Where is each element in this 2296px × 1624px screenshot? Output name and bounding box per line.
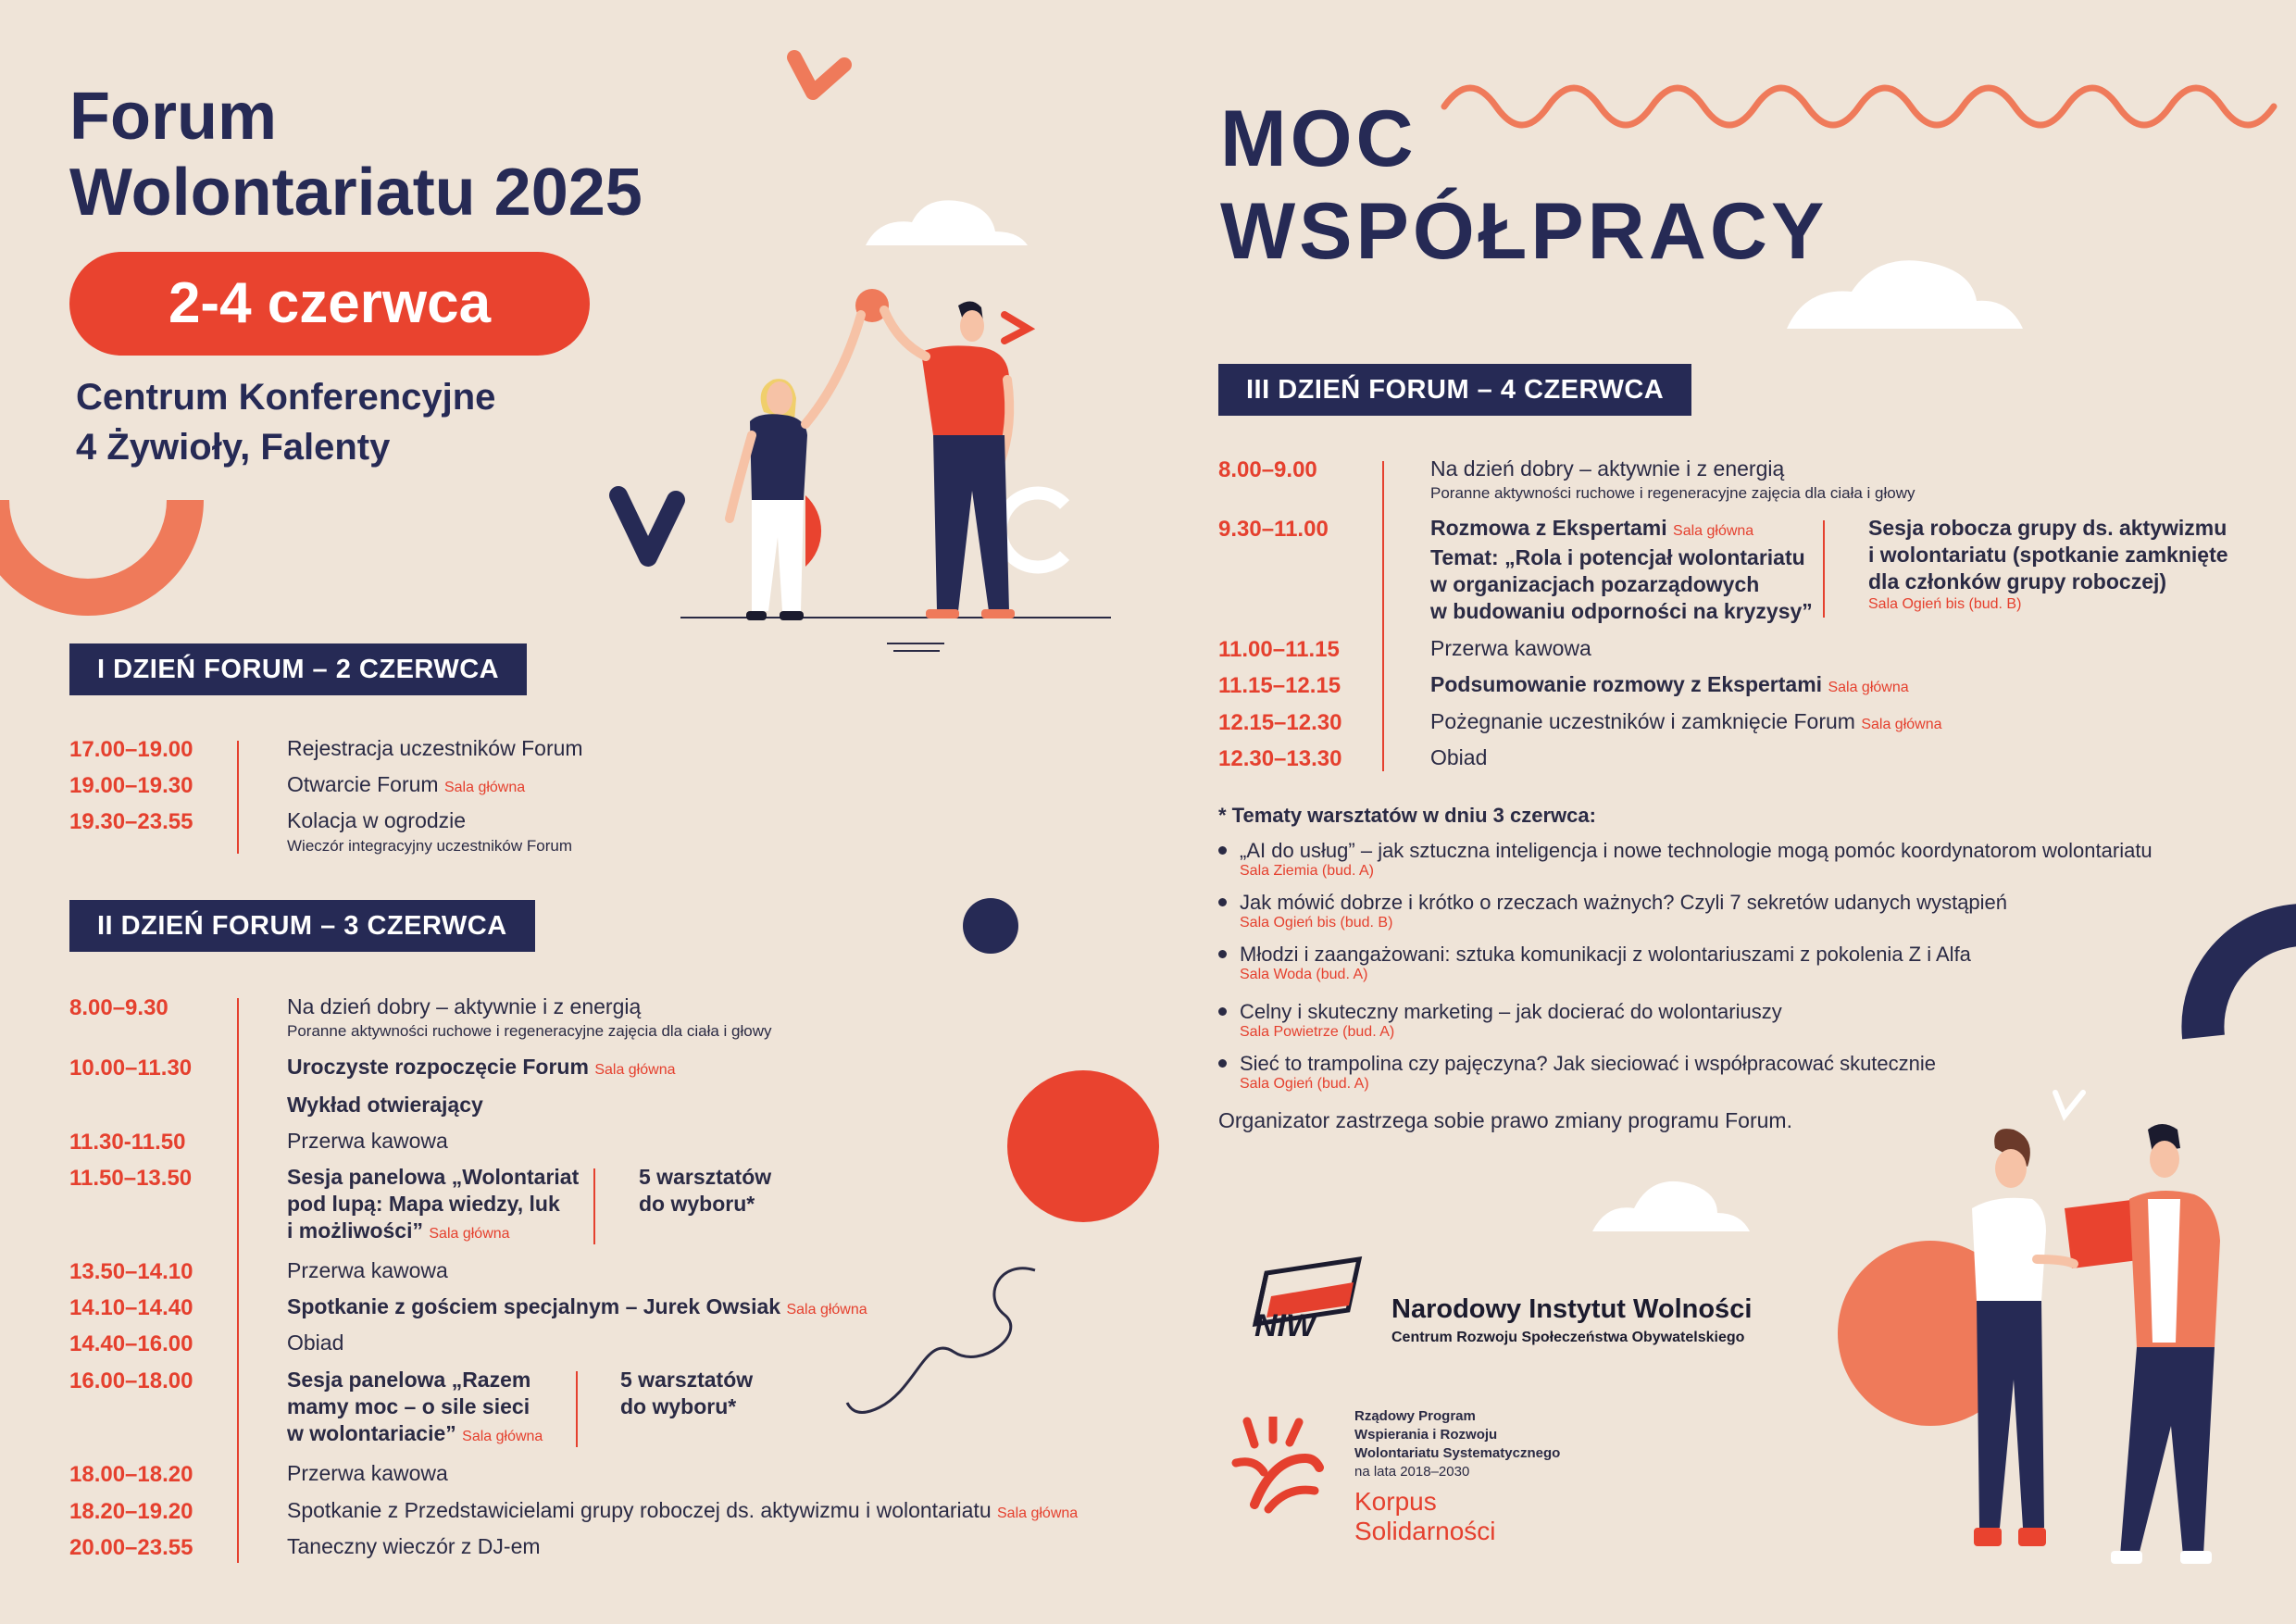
event-line (287, 771, 525, 801)
red-circle-decoration (1007, 1070, 1159, 1222)
room: Sala główna (1861, 717, 1942, 732)
note-line: do wyboru* (620, 1394, 737, 1418)
list-item (1218, 891, 2152, 943)
note-line: Sesja robocza grupy ds. aktywizmu (1868, 516, 2227, 540)
time: 11.30-11.50 (69, 1130, 186, 1155)
workshop-title: Młodzi i zaangażowani: sztuka komunikacji z wolontariuszami z pokolenia Z i Alfa (1240, 943, 1971, 966)
event-line: w budowaniu odporności na kryzysy” (1430, 599, 1813, 623)
title-line1: Forum (69, 80, 277, 154)
event: Rejestracja uczestników Forum (287, 736, 583, 760)
korpus-name-line: Solidarności (1354, 1517, 1496, 1545)
event-line (1430, 671, 1909, 701)
page-title (69, 79, 643, 231)
event-sub: Poranne aktywności ruchowe i regeneracyjne zajęcia dla ciała i głowy (287, 1022, 772, 1040)
room: Sala główna (1673, 523, 1754, 539)
brand-line2: WSPÓŁPRACY (1220, 187, 1828, 276)
event: Rozmowa z Ekspertami (1430, 516, 1667, 540)
title-line2: Wolontariatu 2025 (69, 156, 643, 230)
cloud-decoration-1 (866, 200, 1028, 245)
event-line: pod lupą: Mapa wiedzy, luk (287, 1192, 560, 1216)
event: Na dzień dobry – aktywnie i z energią (1430, 456, 1785, 481)
time: 12.15–12.30 (1218, 710, 1342, 735)
time: 19.30–23.55 (69, 809, 193, 834)
brand-logo (1220, 93, 1828, 278)
illustration-laptop-pair (1926, 1120, 2240, 1583)
room: Sala główna (429, 1226, 510, 1242)
navy-arc-decoration (2202, 925, 2296, 1037)
event: Kolacja w ogrodzie (287, 808, 467, 832)
event-multiline (287, 1367, 543, 1450)
date-pill: 2-4 czerwca (69, 252, 590, 356)
day3-header: III DZIEŃ FORUM – 4 CZERWCA (1218, 364, 1691, 416)
list-item (1218, 1000, 2152, 1052)
workshops-list (1218, 839, 2152, 1104)
time: 20.00–23.55 (69, 1535, 193, 1560)
room: Sala główna (462, 1429, 543, 1444)
time: 14.40–16.00 (69, 1331, 193, 1356)
event: Wykład otwierający (287, 1093, 483, 1117)
event: Przerwa kawowa (1430, 636, 1591, 660)
time: 18.20–19.20 (69, 1499, 193, 1524)
workshops-header: * Tematy warsztatów w dniu 3 czerwca: (1218, 804, 1596, 827)
brand-line1: MOC (1220, 94, 1417, 183)
workshop-room: Sala Ogień (bud. A) (1240, 1076, 1369, 1092)
program-line: Wspierania i Rozwoju (1354, 1427, 1498, 1443)
niw-subtitle: Centrum Rozwoju Społeczeństwa Obywatelskiego (1391, 1330, 1745, 1345)
venue-line2: 4 Żywioły, Falenty (76, 427, 391, 468)
navy-dot-decoration (963, 898, 1018, 954)
event-line (287, 1497, 1078, 1527)
event-line: w wolontariacie” (287, 1421, 456, 1445)
note-line: dla członków grupy roboczej) (1868, 569, 2167, 593)
workshop-room: Sala Ziemia (bud. A) (1240, 863, 1374, 879)
workshop-title: „AI do usług” – jak sztuczna inteligencja i nowe technologie mogą pomóc koordynatorom wolontariatu (1240, 839, 2152, 862)
time: 14.10–14.40 (69, 1295, 193, 1320)
workshop-note (620, 1367, 753, 1420)
room: Sala główna (594, 1062, 676, 1078)
day1-header: I DZIEŃ FORUM – 2 CZERWCA (69, 643, 527, 695)
event-multiline (287, 1164, 579, 1247)
note-line: 5 warsztatów (620, 1368, 754, 1392)
event: Otwarcie Forum (287, 772, 439, 796)
list-item (1218, 943, 2152, 1000)
event-line (1430, 708, 1942, 738)
event: Spotkanie z Przedstawicielami grupy roboczej ds. aktywizmu i wolontariatu (287, 1498, 992, 1522)
time: 19.00–19.30 (69, 773, 193, 798)
event: Przerwa kawowa (287, 1129, 448, 1153)
event-multiline (1430, 515, 1813, 625)
korpus-name-line: Korpus (1354, 1487, 1437, 1516)
event-sub: Wieczór integracyjny uczestników Forum (287, 837, 572, 855)
note-line: 5 warsztatów (639, 1165, 772, 1189)
program-line: Rządowy Program (1354, 1408, 1476, 1424)
event: Przerwa kawowa (287, 1461, 448, 1485)
time: 11.50–13.50 (69, 1166, 193, 1191)
room: Sala główna (786, 1302, 867, 1318)
chevron-decoration-top (794, 57, 844, 93)
workshop-note (639, 1164, 771, 1218)
time: 12.30–13.30 (1218, 746, 1342, 771)
event: Pożegnanie uczestników i zamknięcie Forum (1430, 709, 1855, 733)
time: 8.00–9.00 (1218, 457, 1317, 482)
event-sub: Poranne aktywności ruchowe i regeneracyjne zajęcia dla ciała i głowy (1430, 484, 1915, 502)
workshop-room: Sala Powietrze (bud. A) (1240, 1024, 1395, 1040)
time: 13.50–14.10 (69, 1259, 193, 1284)
list-item (1218, 1052, 2152, 1104)
note-line: do wyboru* (639, 1192, 755, 1216)
event: Uroczyste rozpoczęcie Forum (287, 1055, 589, 1079)
day2-header: II DZIEŃ FORUM – 3 CZERWCA (69, 900, 535, 952)
room: Sala główna (1828, 680, 1909, 695)
side-session (1868, 515, 2228, 614)
korpus-program (1354, 1407, 1560, 1481)
workshop-room: Sala Ogień bis (bud. B) (1240, 915, 1393, 931)
event: Na dzień dobry – aktywnie i z energią (287, 994, 642, 1018)
room: Sala główna (997, 1505, 1079, 1521)
time: 9.30–11.00 (1218, 517, 1329, 542)
event: Przerwa kawowa (287, 1258, 448, 1282)
event-line: mamy moc – o sile sieci (287, 1394, 530, 1418)
workshop-title: Sieć to trampolina czy pajęczyna? Jak sieciować i współpracować skutecznie (1240, 1052, 1937, 1075)
event-line: Sesja panelowa „Wolontariat (287, 1165, 580, 1189)
event-line (287, 1054, 675, 1083)
event: Taneczny wieczór z DJ-em (287, 1534, 541, 1558)
cloud-decoration-3 (1592, 1181, 1750, 1231)
disclaimer: Organizator zastrzega sobie prawo zmiany programu Forum. (1218, 1108, 1792, 1132)
note-line: i wolontariatu (spotkanie zamknięte (1868, 543, 2228, 567)
time: 10.00–11.30 (69, 1056, 193, 1081)
event-line: i możliwości” (287, 1218, 423, 1243)
list-item (1218, 839, 2152, 891)
event: Spotkanie z gościem specjalnym – Jurek Owsiak (287, 1294, 781, 1318)
event-line: Temat: „Rola i potencjał wolontariatu (1430, 545, 1805, 569)
korpus-hand-icon (1227, 1417, 1329, 1518)
chevron-decoration-navy (618, 495, 676, 557)
program-line: Wolontariatu Systematycznego (1354, 1445, 1561, 1461)
niw-logo-text: NIW (1254, 1308, 1316, 1343)
time: 11.00–11.15 (1218, 637, 1340, 662)
workshop-title: Jak mówić dobrze i krótko o rzeczach ważnych? Czyli 7 sekretów udanych wystąpień (1240, 891, 2008, 914)
room: Sala Ogień bis (bud. B) (1868, 596, 2022, 612)
workshop-room: Sala Woda (bud. A) (1240, 967, 1368, 982)
time: 18.00–18.20 (69, 1462, 193, 1487)
arc-decoration-left (0, 500, 185, 597)
event-line: Sesja panelowa „Razem (287, 1368, 531, 1392)
event-line: w organizacjach pozarządowych (1430, 572, 1760, 596)
niw-name: Narodowy Instytut Wolności (1391, 1294, 1753, 1324)
venue-line1: Centrum Konferencyjne (76, 377, 496, 418)
squiggle-decoration (847, 1268, 1035, 1413)
time: 8.00–9.30 (69, 995, 168, 1020)
event: Obiad (1430, 745, 1488, 769)
event: Podsumowanie rozmowy z Ekspertami (1430, 672, 1823, 696)
korpus-name (1354, 1487, 1496, 1546)
illustration-high-five (694, 278, 1120, 630)
room: Sala główna (443, 780, 526, 795)
event-line (287, 1293, 867, 1323)
time: 16.00–18.00 (69, 1368, 193, 1393)
program-line: na lata 2018–2030 (1354, 1464, 1470, 1480)
event: Obiad (287, 1330, 344, 1355)
time: 11.15–12.15 (1218, 673, 1341, 698)
workshop-title: Celny i skuteczny marketing – jak docierać do wolontariuszy (1240, 1000, 1782, 1023)
time: 17.00–19.00 (69, 737, 193, 762)
venue (76, 372, 495, 472)
